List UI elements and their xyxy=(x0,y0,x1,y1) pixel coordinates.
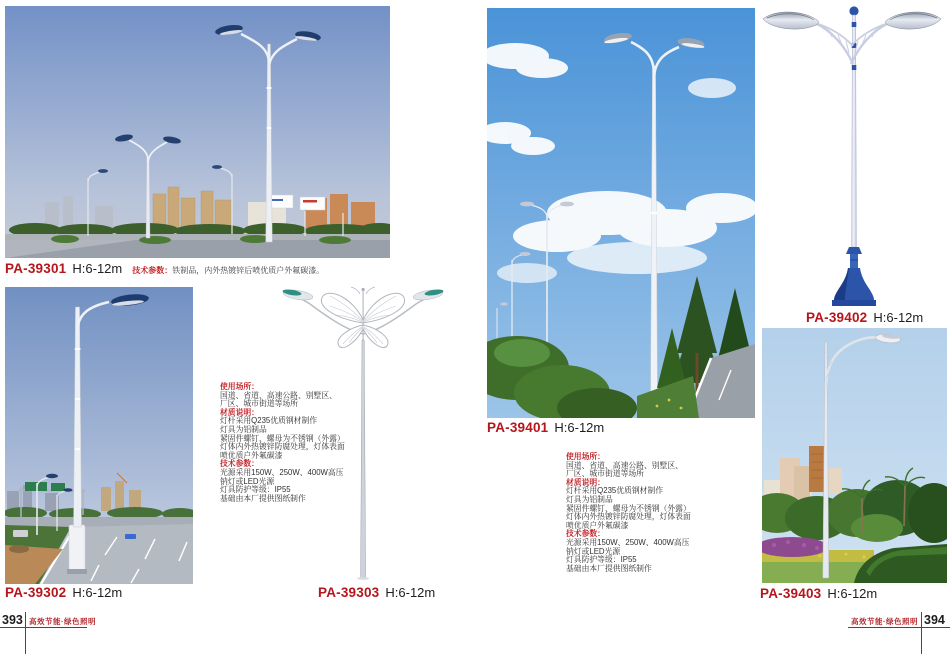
height-spec: H:6-12m xyxy=(72,585,123,600)
spec-line: 使用场所： xyxy=(220,382,259,391)
model-number: PA-39402 xyxy=(806,310,868,325)
page-number-left: 393 xyxy=(2,613,23,627)
product-label-pa-39402 xyxy=(806,310,923,325)
model-number: PA-39303 xyxy=(318,585,380,600)
street-scene-illustration xyxy=(5,6,390,258)
street-scene-illustration xyxy=(487,8,755,418)
spec-line: 技术参数： xyxy=(220,459,259,469)
model-number: PA-39403 xyxy=(760,586,822,601)
product-photo-pa-39301 xyxy=(5,6,390,258)
arm-left xyxy=(815,23,853,64)
page-number-right: 394 xyxy=(924,613,945,627)
park-scene-illustration xyxy=(762,328,947,583)
footer-rule-right xyxy=(848,627,950,628)
footer-slogan-right: 高效节能·绿色照明 xyxy=(851,617,918,626)
product-photo-pa-39403 xyxy=(762,328,947,583)
spec-line: 喷优质户外氟碳漆 xyxy=(220,450,283,460)
spec-line: 钠灯或LED光源 xyxy=(220,476,275,486)
height-spec: H:6-12m xyxy=(72,261,123,276)
product-label-pa-39302 xyxy=(5,585,122,600)
spec-line: 喷优质户外氟碳漆 xyxy=(566,520,629,530)
tech-note xyxy=(132,265,324,276)
spec-line: 光源采用150W、250W、400W高压 xyxy=(220,467,344,477)
arm-right xyxy=(851,23,889,64)
footer-divider-right xyxy=(921,612,922,654)
footer-rule-left xyxy=(0,627,87,628)
spec-line: 灯具为铝制品 xyxy=(566,494,613,504)
spec-line: 灯杆采用Q235优质钢材制作 xyxy=(220,416,318,426)
spec-line: 光源采用150W、250W、400W高压 xyxy=(566,537,690,547)
spec-line: 厂区、城市街道等场所 xyxy=(566,469,644,479)
double-arm-lamp-illustration xyxy=(757,2,947,308)
footer-divider-left xyxy=(25,612,26,654)
spec-line: 灯具防护等级：IP55 xyxy=(566,555,637,565)
product-label-pa-39303 xyxy=(318,585,435,600)
product-drawing-pa-39402 xyxy=(757,2,947,308)
lamp-head-left xyxy=(763,12,818,29)
spec-line: 紧固件螺钉、螺母为不锈钢（外露） xyxy=(566,503,691,513)
spec-line: 灯杆采用Q235优质钢材制作 xyxy=(566,486,664,496)
spec-block-left xyxy=(220,383,355,503)
spec-line: 基础由本厂提供图纸制作 xyxy=(566,563,652,573)
spec-line: 国道、省道、高速公路、别墅区、 xyxy=(566,460,683,470)
product-photo-pa-39302 xyxy=(5,287,193,584)
spec-line: 钠灯或LED光源 xyxy=(566,546,621,556)
product-photo-pa-39401 xyxy=(487,8,755,418)
spec-line: 厂区、城市街道等场所 xyxy=(220,399,298,409)
tech-note-label: 技术参数： xyxy=(132,266,173,275)
spec-line: 使用场所： xyxy=(566,452,605,461)
spec-line: 技术参数： xyxy=(566,529,605,539)
spec-line: 灯体内外热镀锌防腐处理，灯体表面 xyxy=(566,512,691,522)
model-number: PA-39401 xyxy=(487,420,549,435)
lamp-head-left xyxy=(282,288,313,301)
height-spec: H:6-12m xyxy=(554,420,605,435)
height-spec: H:6-12m xyxy=(873,310,924,325)
spec-line: 灯具防护等级：IP55 xyxy=(220,485,291,495)
product-label-pa-39301 xyxy=(5,261,324,276)
footer-slogan-left: 高效节能·绿色照明 xyxy=(29,617,96,626)
spec-line: 灯体内外热镀锌防腐处理，灯体表面 xyxy=(220,442,345,452)
pole-base xyxy=(832,247,876,306)
lamp-head-right xyxy=(886,12,941,29)
spec-line: 紧固件螺钉、螺母为不锈钢（外露） xyxy=(220,433,345,443)
spec-line: 国道、省道、高速公路、别墅区、 xyxy=(220,390,337,400)
spec-line: 基础由本厂提供图纸制作 xyxy=(220,493,306,503)
height-spec: H:6-12m xyxy=(385,585,436,600)
spec-line: 灯具为铝制品 xyxy=(220,424,267,434)
height-spec: H:6-12m xyxy=(827,586,878,601)
lamp-head-right xyxy=(412,288,443,301)
model-number: PA-39302 xyxy=(5,585,67,600)
spec-line: 材质说明： xyxy=(220,407,259,417)
street-scene-illustration xyxy=(5,287,193,584)
spec-line: 材质说明： xyxy=(566,477,605,487)
tech-note-text: 铁制品，内外热镀锌后喷优质户外氟碳漆。 xyxy=(172,266,325,275)
spec-block-right xyxy=(566,453,711,573)
product-label-pa-39403 xyxy=(760,586,877,601)
product-label-pa-39401 xyxy=(487,420,604,435)
model-number: PA-39301 xyxy=(5,261,67,276)
